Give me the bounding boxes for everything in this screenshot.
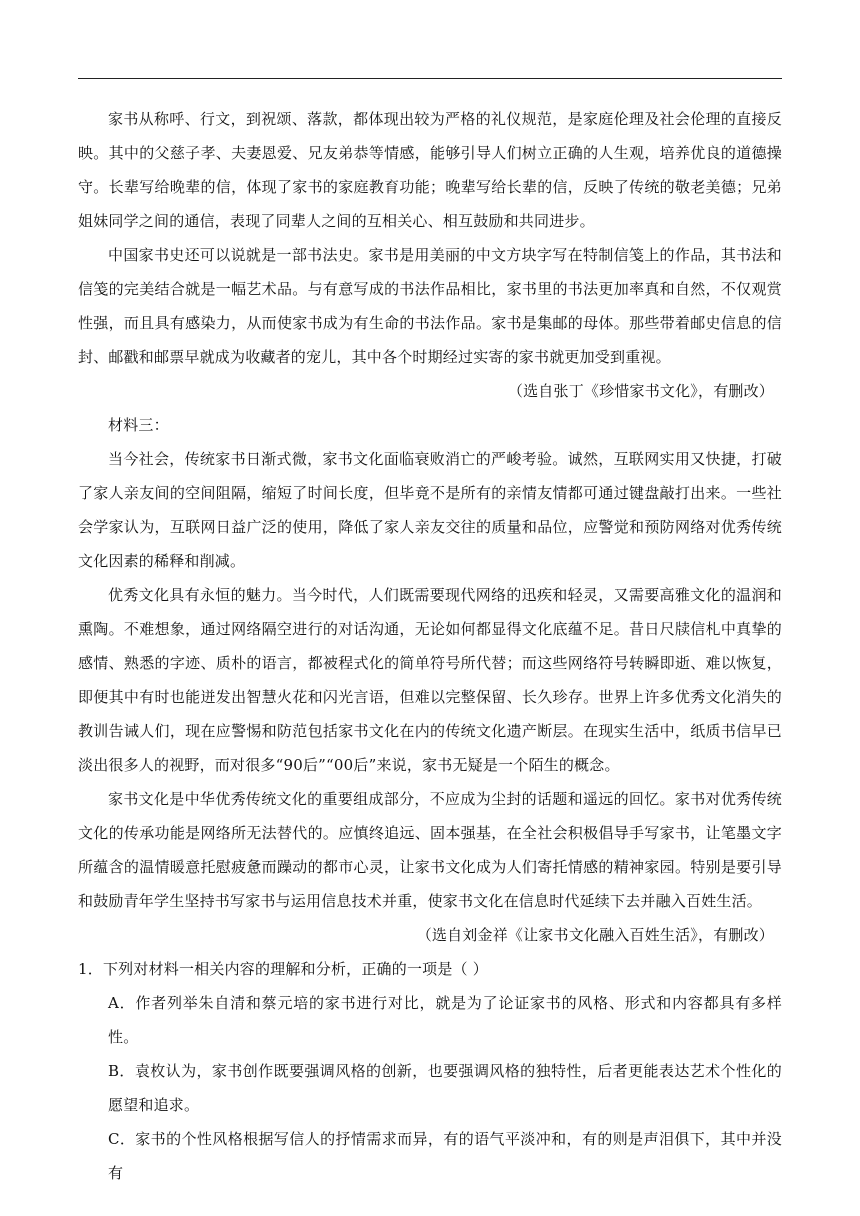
paragraph: 中国家书史还可以说就是一部书法史。家书是用美丽的中文方块字写在特制信笺上的作品，其书法和信笺的完美结合就是一幅艺术品。与有意写成的书法作品相比，家书里的书法更加率真和自然，不仅观赏性强，而且具有感染力，从而使家书成为有生命的书法作品。家书是集邮的母体。那些带着邮史信息的信封、邮戳和邮票早就成为收藏者的宠儿，其中各个时期经过实寄的家书就更加受到重视。 (78, 246, 782, 366)
document-body (78, 102, 782, 1190)
material-label: 材料三： (108, 416, 169, 434)
paragraph: 优秀文化具有永恒的魅力。当今时代，人们既需要现代网络的迅疾和轻灵，又需要高雅文化的温润和熏陶。不难想象，通过网络隔空进行的对话沟通，无论如何都显得文化底蕴不足。昔日尺牍信札中真挚的感情、熟悉的字迹、质朴的语言，都被程式化的简单符号所代替；而这些网络符号转瞬即逝、难以恢复，即便其中有时也能迸发出智慧火花和闪光言语，但难以完整保留、长久珍存。世界上许多优秀文化消失的教训告诫人们，现在应警惕和防范包括家书文化在内的传统文化遗产断层。在现实生活中，纸质书信早已淡出很多人的视野，而对很多“90后”“00后”来说，家书无疑是一个陌生的概念。 (78, 586, 782, 774)
paragraph: 当今社会，传统家书日渐式微，家书文化面临衰败消亡的严峻考验。诚然，互联网实用又快捷，打破了家人亲友间的空间阻隔，缩短了时间长度，但毕竟不是所有的亲情友情都可通过键盘敲打出来。一些社会学家认为，互联网日益广泛的使用，降低了家人亲友交往的质量和品位，应警觉和预防网络对优秀传统文化因素的稀释和削减。 (78, 450, 782, 570)
source-citation: （选自刘金祥《让家书文化融入百姓生活》，有删改） (416, 926, 774, 944)
question-stem: 1．下列对材料一相关内容的理解和分析，正确的一项是（ ） (78, 960, 488, 978)
paragraph: 家书文化是中华优秀传统文化的重要组成部分，不应成为尘封的话题和遥远的回忆。家书对优秀传统文化的传承功能是网络所无法替代的。应慎终追远、固本强基，在全社会积极倡导手写家书，让笔墨文字所蕴含的温情暖意托慰疲惫而躁动的都市心灵，让家书文化成为人们寄托情感的精神家园。特别是要引导和鼓励青年学生坚持书写家书与运用信息技术并重，使家书文化在信息时代延续下去并融入百姓生活。 (78, 790, 782, 910)
paragraph: 家书从称呼、行文，到祝颂、落款，都体现出较为严格的礼仪规范，是家庭伦理及社会伦理的直接反映。其中的父慈子孝、夫妻恩爱、兄友弟恭等情感，能够引导人们树立正确的人生观，培养优良的道德操守。长辈写给晚辈的信，体现了家书的家庭教育功能；晚辈写给长辈的信，反映了传统的敬老美德；兄弟姐妹同学之间的通信，表现了同辈人之间的互相关心、相互鼓励和共同进步。 (78, 110, 782, 230)
answer-option-b: B．袁枚认为，家书创作既要强调风格的创新，也要强调风格的独特性，后者更能表达艺术个性化的愿望和追求。 (108, 1062, 782, 1114)
answer-option-a: A．作者列举朱自清和蔡元培的家书进行对比，就是为了论证家书的风格、形式和内容都具有多样性。 (108, 994, 782, 1046)
header-rule (78, 78, 782, 79)
source-citation: （选自张丁《珍惜家书文化》，有删改） (507, 382, 774, 400)
answer-option-c: C．家书的个性风格根据写信人的抒情需求而异，有的语气平淡冲和，有的则是声泪俱下，其中并没有 (108, 1130, 782, 1182)
